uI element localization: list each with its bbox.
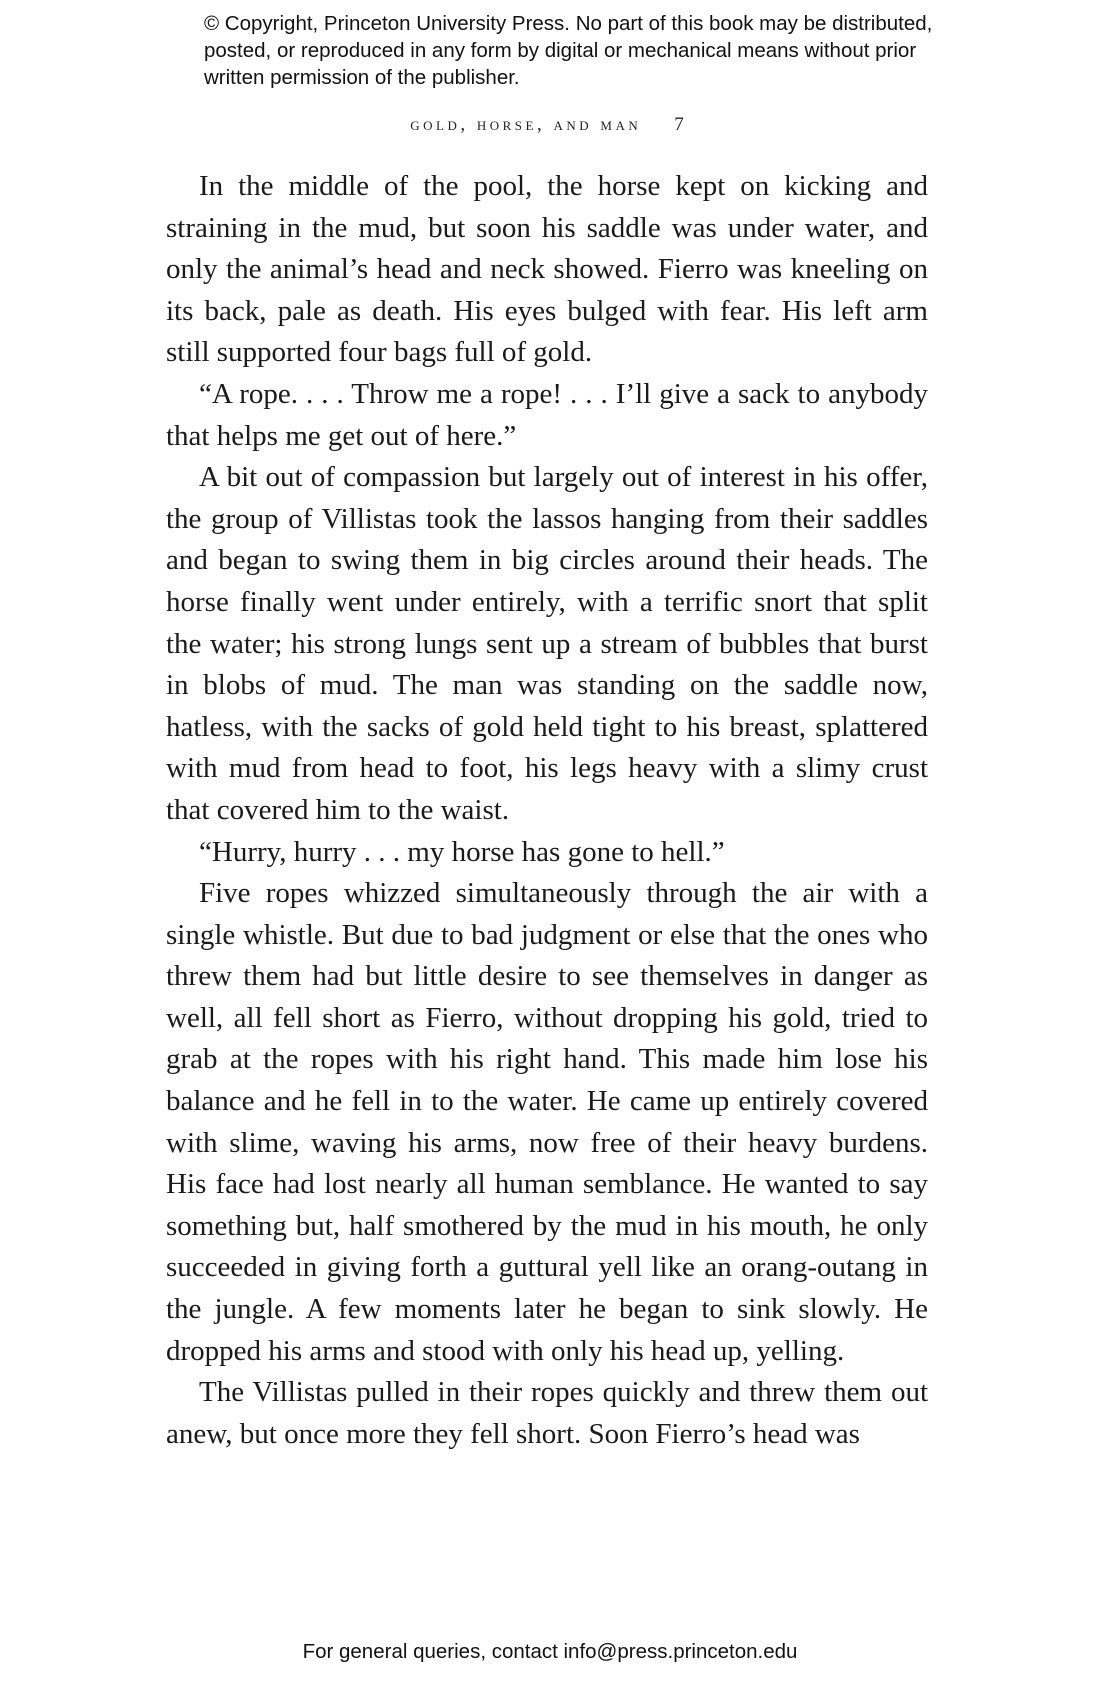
page-number: 7 — [674, 114, 684, 135]
paragraph-3: A bit out of compassion but largely out of interest in his offer, the group of Villistas took the lassos hanging from their saddles and began to swing them in big circles around their heads. The horse finally went under entirely, with a terrific snort that split the water; his strong lungs sent up a stream of bubbles that burst in blobs of mud. The man was standing on the saddle now, hatless, with the sacks of gold held tight to his breast, splattered with mud from head to foot, his legs heavy with a slimy crust that covered him to the waist. — [166, 461, 928, 826]
paragraph-5: Five ropes whizzed simultaneously through the air with a single whistle. But due to bad judgment or else that the ones who threw them had but little desire to see themselves in danger as well, all fell short as Fierro, without dropping his gold, tried to grab at the ropes with his right hand. This made him lose his balance and he fell in to the water. He came up entirely covered with slime, waving his arms, now free of their heavy burdens. His face had lost nearly all human semblance. He wanted to say something but, half smothered by the mud in his mouth, he only succeeded in giving forth a guttural yell like an orang-outang in the jungle. A few moments later he began to sink slowly. He dropped his arms and stood with only his head up, yelling. — [166, 877, 928, 1367]
body-text — [166, 166, 928, 1455]
footer-contact: For general queries, contact info@press.princeton.edu — [302, 1640, 798, 1663]
running-head — [166, 114, 928, 136]
running-head-title: gold, horse, and man — [410, 114, 642, 135]
paragraph-1: In the middle of the pool, the horse kept on kicking and straining in the mud, but soon his saddle was under water, and only the animal’s head and neck showed. Fierro was kneeling on its back, pale as death. His eyes bulged with fear. His left arm still supported four bags full of gold. — [166, 170, 928, 369]
copyright-notice: © Copyright, Princeton University Press. No part of this book may be distributed, posted, or reproduced in any form by digital or mechanical means without prior written permission of the publisher. — [204, 12, 933, 89]
paragraph-6: The Villistas pulled in their ropes quickly and threw them out anew, but once more they fell short. Soon Fierro’s head was — [166, 1376, 928, 1450]
paragraph-4: “Hurry, hurry . . . my horse has gone to hell.” — [199, 835, 725, 868]
paragraph-2: “A rope. . . . Throw me a rope! . . . I’ll give a sack to anybody that helps me get out of here.” — [166, 377, 928, 452]
